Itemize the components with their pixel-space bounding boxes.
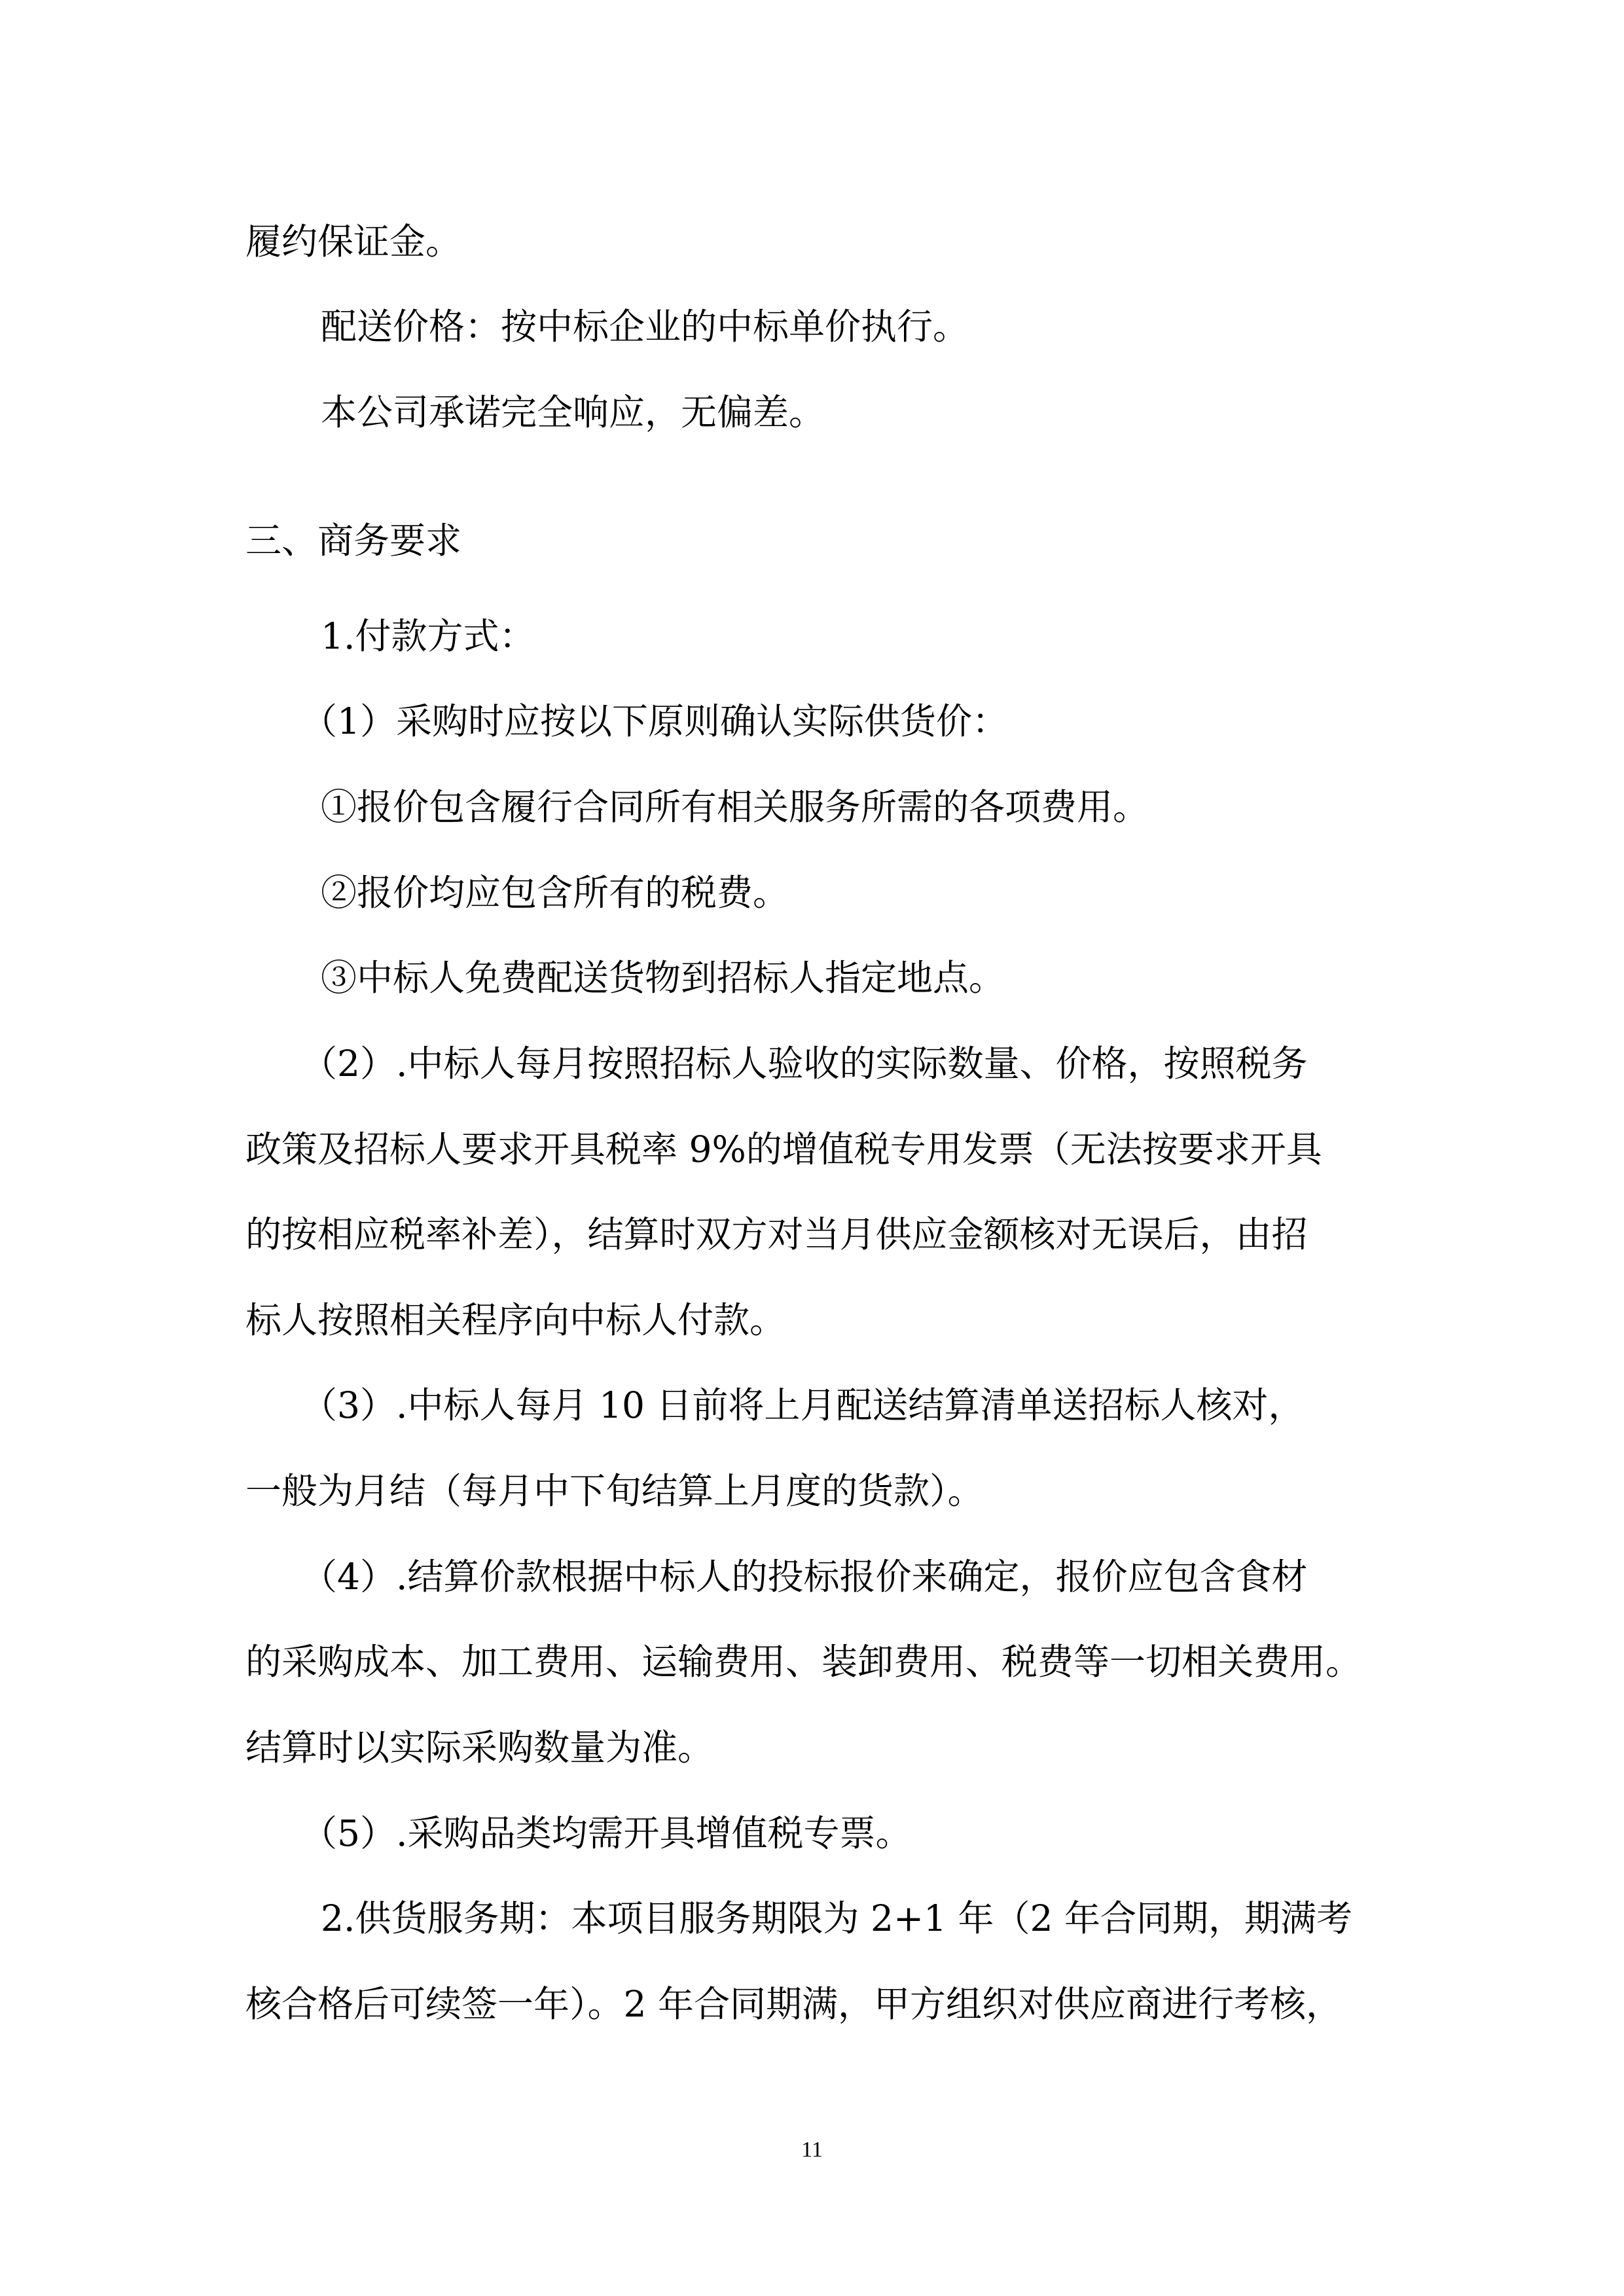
text-line: ②报价均应包含所有的税费。: [321, 872, 789, 914]
text-line: ③中标人免费配送货物到招标人指定地点。: [321, 957, 1005, 999]
text-line: 一般为月结（每月中下旬结算上月度的货款）。: [245, 1470, 984, 1512]
text-line: 标人按照相关程序向中标人付款。: [245, 1299, 786, 1341]
section-heading: 三、商务要求: [245, 520, 462, 562]
text-line: 的采购成本、加工费用、运输费用、装卸费用、税费等一切相关费用。: [245, 1641, 1362, 1683]
text-line: （2）.中标人每月按照招标人验收的实际数量、价格，按照税务: [301, 1043, 1308, 1085]
text-line: 本公司承诺完全响应，无偏差。: [321, 391, 825, 433]
text-line: 核合格后可续签一年）。2 年合同期满，甲方组织对供应商进行考核，: [245, 1983, 1342, 2025]
text-line: （1）采购时应按以下原则确认实际供货价：: [301, 700, 1008, 742]
text-line: 配送价格：按中标企业的中标单价执行。: [321, 306, 969, 348]
text-line: 结算时以实际采购数量为准。: [245, 1727, 714, 1768]
text-line: 履约保证金。: [245, 221, 462, 262]
text-line: （5）.采购品类均需开具增值税专票。: [301, 1812, 912, 1854]
page-number: 11: [801, 2138, 823, 2162]
text-line: （4）.结算价款根据中标人的投标报价来确定，报价应包含食材: [301, 1556, 1308, 1598]
text-line: （3）.中标人每月 10 日前将上月配送结算清单送招标人核对，: [301, 1384, 1305, 1426]
text-line: 的按相应税率补差），结算时双方对当月供应金额核对无误后，由招: [245, 1213, 1308, 1255]
text-line: ①报价包含履行合同所有相关服务所需的各项费用。: [321, 786, 1149, 828]
text-line: 政策及招标人要求开具税率 9%的增值税专用发票（无法按要求开具: [245, 1128, 1322, 1170]
text-line: 2.供货服务期：本项目服务期限为 2+1 年（2 年合同期，期满考: [321, 1897, 1352, 1939]
text-line: 1.付款方式：: [321, 615, 535, 657]
